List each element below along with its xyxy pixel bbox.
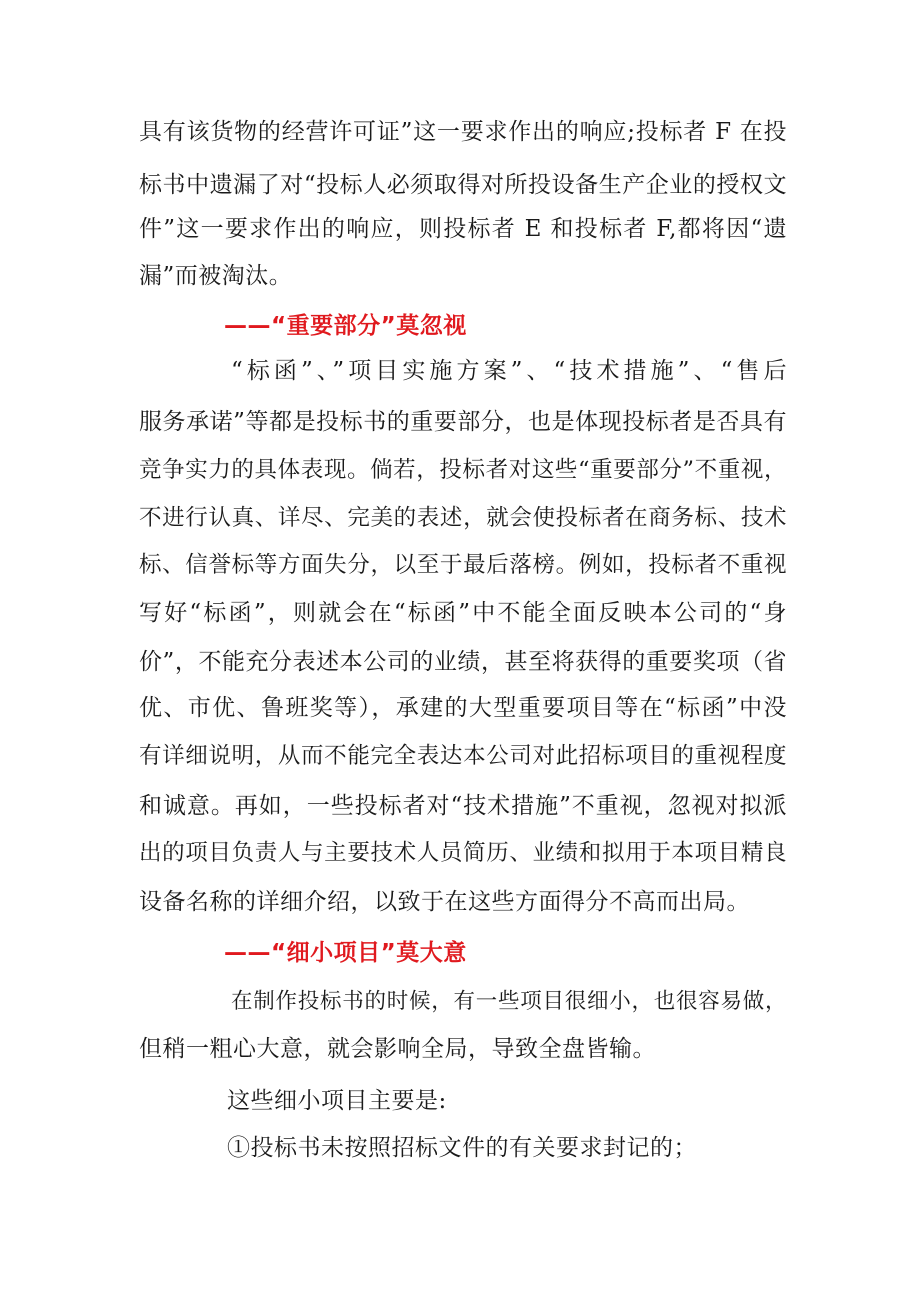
paragraph-1-line-3: 件”这一要求作出的响应，则投标者 E 和投标者 F,都将因“遗 [139,216,787,242]
paragraph-2-line-2: 服务承诺”等都是投标书的重要部分，也是体现投标者是否具有 [139,409,787,435]
paragraph-1-line-1: 具有该货物的经营许可证”这一要求作出的响应;投标者 F 在投 [139,119,787,145]
paragraph-1-line-2: 标书中遗漏了对“投标人必须取得对所投设备生产企业的授权文 [139,172,787,198]
paragraph-4: 这些细小项目主要是: [227,1088,447,1114]
section-heading-important-parts: ——“重要部分”莫忽视 [224,313,467,339]
paragraph-2-line-5: 标、信誉标等方面失分，以至于最后落榜。例如，投标者不重视 [139,552,787,578]
paragraph-2-line-1: “标函”、”项目实施方案”、“技术措施”、“售后 [231,358,787,384]
paragraph-2-line-12: 设备名称的详细介绍，以致于在这些方面得分不高而出局。 [139,889,750,915]
paragraph-2-line-4: 不进行认真、详尽、完美的表述，就会使投标者在商务标、技术 [139,505,787,531]
paragraph-2-line-9: 有详细说明，从而不能完全表达本公司对此招标项目的重视程度 [139,743,787,769]
paragraph-2-line-8: 优、市优、鲁班奖等），承建的大型重要项目等在“标函”中没 [139,695,787,721]
paragraph-2-line-7: 价”，不能充分表述本公司的业绩，甚至将获得的重要奖项（省 [139,649,787,675]
paragraph-5-list-item: ①投标书未按照招标文件的有关要求封记的； [227,1135,697,1161]
paragraph-2-line-6: 写好“标函”，则就会在“标函”中不能全面反映本公司的“身 [139,600,787,626]
paragraph-2-line-11: 出的项目负责人与主要技术人员简历、业绩和拟用于本项目精良 [139,840,787,866]
paragraph-2-line-3: 竞争实力的具体表现。倘若，投标者对这些“重要部分”不重视， [139,457,787,483]
paragraph-3-line-1: 在制作投标书的时候，有一些项目很细小，也很容易做， [231,989,787,1014]
section-heading-small-items: ——“细小项目”莫大意 [224,940,467,966]
paragraph-2-line-10: 和诚意。再如，一些投标者对“技术措施”不重视，忽视对拟派 [139,793,787,819]
paragraph-1-line-4: 漏”而被淘汰。 [139,263,293,289]
paragraph-3-line-2: 但稍一粗心大意，就会影响全局，导致全盘皆输。 [139,1036,656,1062]
